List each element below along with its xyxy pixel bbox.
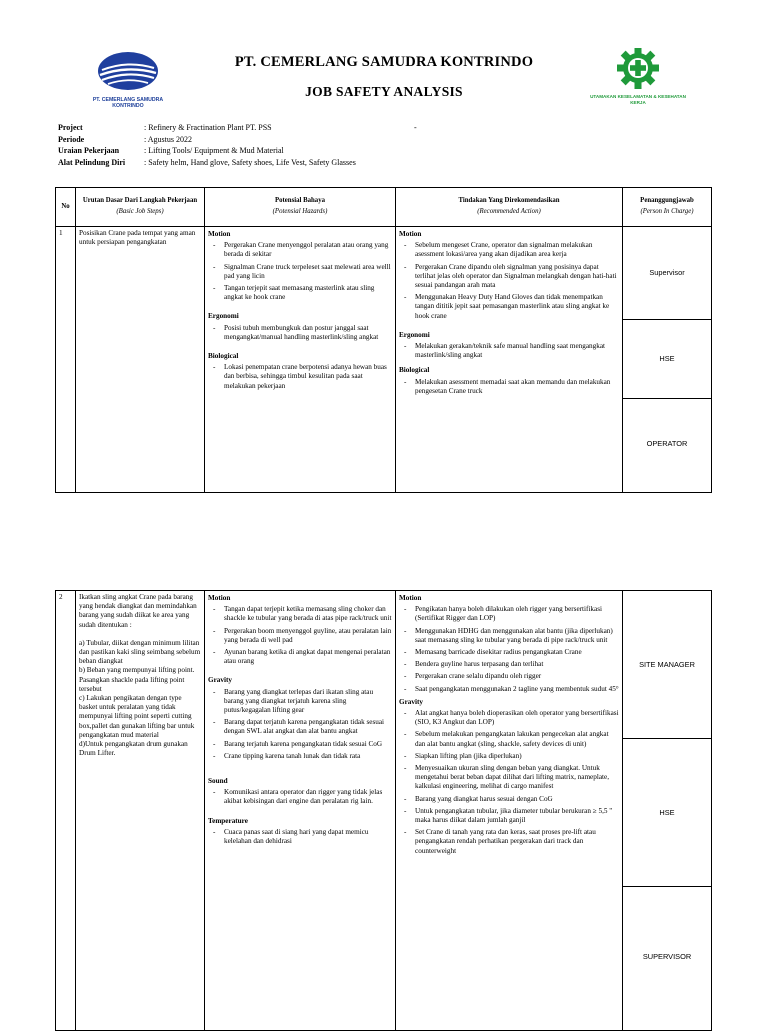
step-line: Ikatkan sling angkat Crane pada barang yang hendak diangkat dan memindahkan barang yang sudah diikat ke area yang sudah ditentukan : <box>79 593 197 629</box>
info-value: : Lifting Tools/ Equipment & Mud Material <box>144 146 284 156</box>
action-item: - Barang yang diangkat harus sesuai dengan CoG <box>415 795 619 804</box>
col-hazards-sublabel: (Potensial Hazards) <box>272 208 328 215</box>
col-steps-header <box>76 188 205 227</box>
col-pic-label: Penanggungjawab <box>640 197 694 205</box>
hazard-item: - Pergerakan boom menyenggol guyline, atau peralatan lain yang berada di well pad <box>224 627 392 645</box>
info-value: : Safety helm, Hand glove, Safety shoes, Life Vest, Safety Glasses <box>144 157 356 167</box>
action-category: Gravity <box>399 697 423 706</box>
hazard-list <box>208 828 392 846</box>
jsa-table-1 <box>55 187 712 493</box>
step-line: d)Untuk pengangkatan drum gunakan Drum Lifter. <box>79 740 188 758</box>
action-item: - Pengikatan hanya boleh dilakukan oleh rigger yang bersertifikasi (Sertifikat Rigger dan LOP) <box>415 605 619 623</box>
action-item: - Saat pengangkatan menggunakan 2 tagline yang membentuk sudut 45° <box>415 685 619 694</box>
action-list <box>399 709 619 856</box>
step-line-blank <box>79 630 201 639</box>
hazard-item: - Signalman Crane truck terpeleset saat melewati area welll pad yang licin <box>224 263 392 281</box>
k3-logo <box>590 48 686 110</box>
pic-item: HSE <box>623 320 711 399</box>
action-item: - Melakukan gerakan/teknik safe manual handling saat mengangkat masterlink/sling angkat <box>415 342 619 360</box>
company-name: PT. CEMERLANG SAMUDRA KONTRINDO <box>234 54 534 70</box>
action-category: Ergonomi <box>399 330 430 339</box>
step-line: a) Tubular, diikat dengan minimum lilitan dan pastikan kaki sling seimbang sebelum beban diangkat <box>79 638 201 666</box>
hazard-list <box>208 324 392 342</box>
document-title: JOB SAFETY ANALYSIS <box>305 84 463 99</box>
step-line: c) Lakukan pengikatan dengan type basket untuk peralatan yang tidak mempunyai lifting point seperti cutting box,pallet dan gunakan lifting bar untuk pengangkatan mud material <box>79 694 195 739</box>
jsa-table-2 <box>55 590 712 1031</box>
hazard-list <box>208 363 392 391</box>
hazard-item: - Lokasi penempatan crane berpotensi adanya hewan buas dan berbisa, sehingga timbul kesulitan pada saat melakukan pekerjaan <box>224 363 392 391</box>
action-item: - Untuk pengangkatan tubular, jika diameter tubular berukuran ≥ 5,5 " maka harus diikat dalam jumlah ganjil <box>415 807 619 825</box>
actions-cell <box>396 227 623 493</box>
hazard-list <box>208 605 392 666</box>
job-step <box>76 591 205 1031</box>
pic-cell <box>623 227 712 493</box>
hazard-item: - Komunikasi antara operator dan rigger yang tidak jelas akibat kebisingan dari engine dan peralatan rig lain. <box>224 788 392 806</box>
hazard-category: Gravity <box>208 676 232 685</box>
actions-cell <box>396 591 623 1031</box>
action-item: - Menyesuaikan ukuran sling dengan beban yang diangkat. Untuk mengetahui berat beban dapat dilihat dari lifting matrix, nameplate, kalkulasi engineering, melihat di cargo manifest <box>415 764 619 792</box>
action-category: Motion <box>399 594 422 602</box>
hazard-item: - Posisi tubuh membungkuk dan postur janggal saat mengangkat/manual handling masterlink/sling angkat <box>224 324 392 342</box>
info-value: : Agustus 2022 <box>144 134 193 144</box>
col-actions-sublabel: (Recommended Action) <box>477 208 541 215</box>
action-item: - Sebelum mengeset Crane, operator dan signalman melakukan asessment lokasi/area yang akan dijadikan area kerja <box>415 241 619 259</box>
action-item: - Bendera guyline harus terpasang dan terlihat <box>415 660 619 669</box>
hazards-cell <box>205 591 396 1031</box>
hazard-category: Ergonomi <box>208 312 239 321</box>
col-no-label: No <box>61 202 70 210</box>
hazard-item: - Tangan dapat terjepit ketika memasang sling choker dan shackle ke tubular yang berada di atas pipe rack/truck unit <box>224 605 392 623</box>
job-step: Posisikan Crane pada tempat yang aman untuk persiapan pengangkatan <box>76 227 205 493</box>
col-actions-header <box>396 188 623 227</box>
col-steps-sublabel: (Basic Job Steps) <box>116 208 164 215</box>
action-list <box>399 605 619 694</box>
action-item: - Menggunakan Heavy Duty Hand Gloves dan tidak menempatkan tangan dititik jepit saat pemasangan masterlink atau sling angkat ke hook crane <box>415 293 619 321</box>
pic-item: OPERATOR <box>646 439 688 449</box>
row-number: 1 <box>56 227 76 493</box>
action-item: - Pergerakan Crane dipandu oleh signalman yang posisinya dapat terlihat jelas oleh operator dan Signalman melangkah dengan hati-hati sesuai pandangan arah mata <box>415 263 619 291</box>
pic-item: HSE <box>623 739 711 887</box>
table-row <box>56 591 712 1031</box>
hazard-item: - Barang terjatuh karena pengangkatan tidak sesuai CoG <box>224 740 392 749</box>
hazard-category: Motion <box>208 230 231 238</box>
action-item: - Menggunakan HDHG dan menggunakan alat bantu (jika diperlukan) saat memasang sling ke tubular yang berada di pipe rack/truck unit <box>415 627 619 645</box>
hazard-category: Biological <box>208 352 239 361</box>
action-item: - Siapkan lifting plan (jika diperlukan) <box>415 752 619 761</box>
info-label: Uraian Pekerjaan <box>58 146 120 156</box>
hazards-cell <box>205 227 396 493</box>
hazard-item: - Ayunan barang ketika di angkat dapat mengenai peralatan atau orang <box>224 648 392 666</box>
table-row <box>56 227 712 493</box>
hazard-list <box>208 241 392 302</box>
table-header-row <box>56 188 712 227</box>
action-category: Motion <box>399 230 422 238</box>
col-no-header <box>56 188 76 227</box>
action-list <box>399 378 619 396</box>
hazard-item: - Tangan terjepit saat memasang masterlink atau sling angkat ke hook crane <box>224 284 392 302</box>
action-list <box>399 241 619 321</box>
logo-left-text: PT. CEMERLANG SAMUDRA KONTRINDO <box>92 97 164 109</box>
info-value: : Refinery & Fractination Plant PT. PSS <box>144 123 272 132</box>
action-item: - Sebelum melakukan pengangkatan lakukan pengecekan alat angkat dan alat bantu angkat (sling, shackle, safety devices di unit) <box>415 730 619 748</box>
hazard-item: - Barang yang diangkat terlepas dari ikatan sling atau barang yang diangkat terjatuh karena sling putus/kegagalan lifting gear <box>224 688 392 716</box>
row-number: 2 <box>56 591 76 1031</box>
hazard-category: Temperature <box>208 816 248 825</box>
action-list <box>399 342 619 360</box>
col-hazards-label: Potensial Bahaya <box>274 197 326 205</box>
hazard-item: - Cuaca panas saat di siang hari yang dapat memicu kelelahan dan dehidrasi <box>224 828 392 846</box>
info-extra: - <box>414 123 417 132</box>
action-item: - Pergerakan crane selalu dipandu oleh rigger <box>415 672 619 681</box>
hazard-list <box>208 688 392 761</box>
info-label: Project <box>58 123 83 132</box>
hazard-item: - Barang dapat terjatuh karena pengangkatan tidak sesuai dengan SWL alat angkat dan alat bantu angkat <box>224 718 392 736</box>
info-label: Periode <box>58 134 85 144</box>
pic-cell <box>623 591 712 1031</box>
col-pic-sublabel: (Person In Charge) <box>640 208 694 215</box>
action-item: - Melakukan asessment memadai saat akan memandu dan melakukan pengesetan Crane truck <box>415 378 619 396</box>
pic-item: SITE MANAGER <box>623 591 711 739</box>
col-actions-label: Tindakan Yang Direkomendasikan <box>458 197 560 205</box>
action-item: - Alat angkat hanya boleh dioperasikan oleh operator yang bersertifikasi (SIO, K3 Angkut dan LOP) <box>415 709 619 727</box>
col-hazards-header <box>205 188 396 227</box>
pic-item: SUPERVISOR <box>642 952 692 962</box>
safety-gear-cross-icon <box>590 48 686 92</box>
col-steps-label: Urutan Dasar Dari Langkah Pekerjaan <box>82 197 198 205</box>
info-label: Alat Pelindung Diri <box>58 157 126 167</box>
hazard-item: - Crane tipping karena tanah lunak dan tidak rata <box>224 752 392 761</box>
action-item: - Memasang barricade disekitar radius pengangkatan Crane <box>415 648 619 657</box>
hazard-list <box>208 788 392 806</box>
col-pic-header <box>623 188 712 227</box>
action-item: - Set Crane di tanah yang rata dan keras, saat proses pre-lift atau pengangkatan rendah perhatikan pergerakan dari track dan counterweight <box>415 828 619 856</box>
hazard-category: Motion <box>208 594 231 602</box>
logo-right-text: UTAMAKAN KESELAMATAN & KESEHATAN KERJA <box>590 94 686 105</box>
hazard-category: Sound <box>208 777 228 786</box>
action-category: Biological <box>399 366 430 375</box>
step-line: b) Beban yang mempunyai lifting point. Pasangkan shackle pada lifting point tersebut <box>79 666 195 693</box>
pic-item: Supervisor <box>623 227 711 320</box>
hazard-item: - Pergerakan Crane menyenggol peralatan atau orang yang berada di sekitar <box>224 241 392 259</box>
